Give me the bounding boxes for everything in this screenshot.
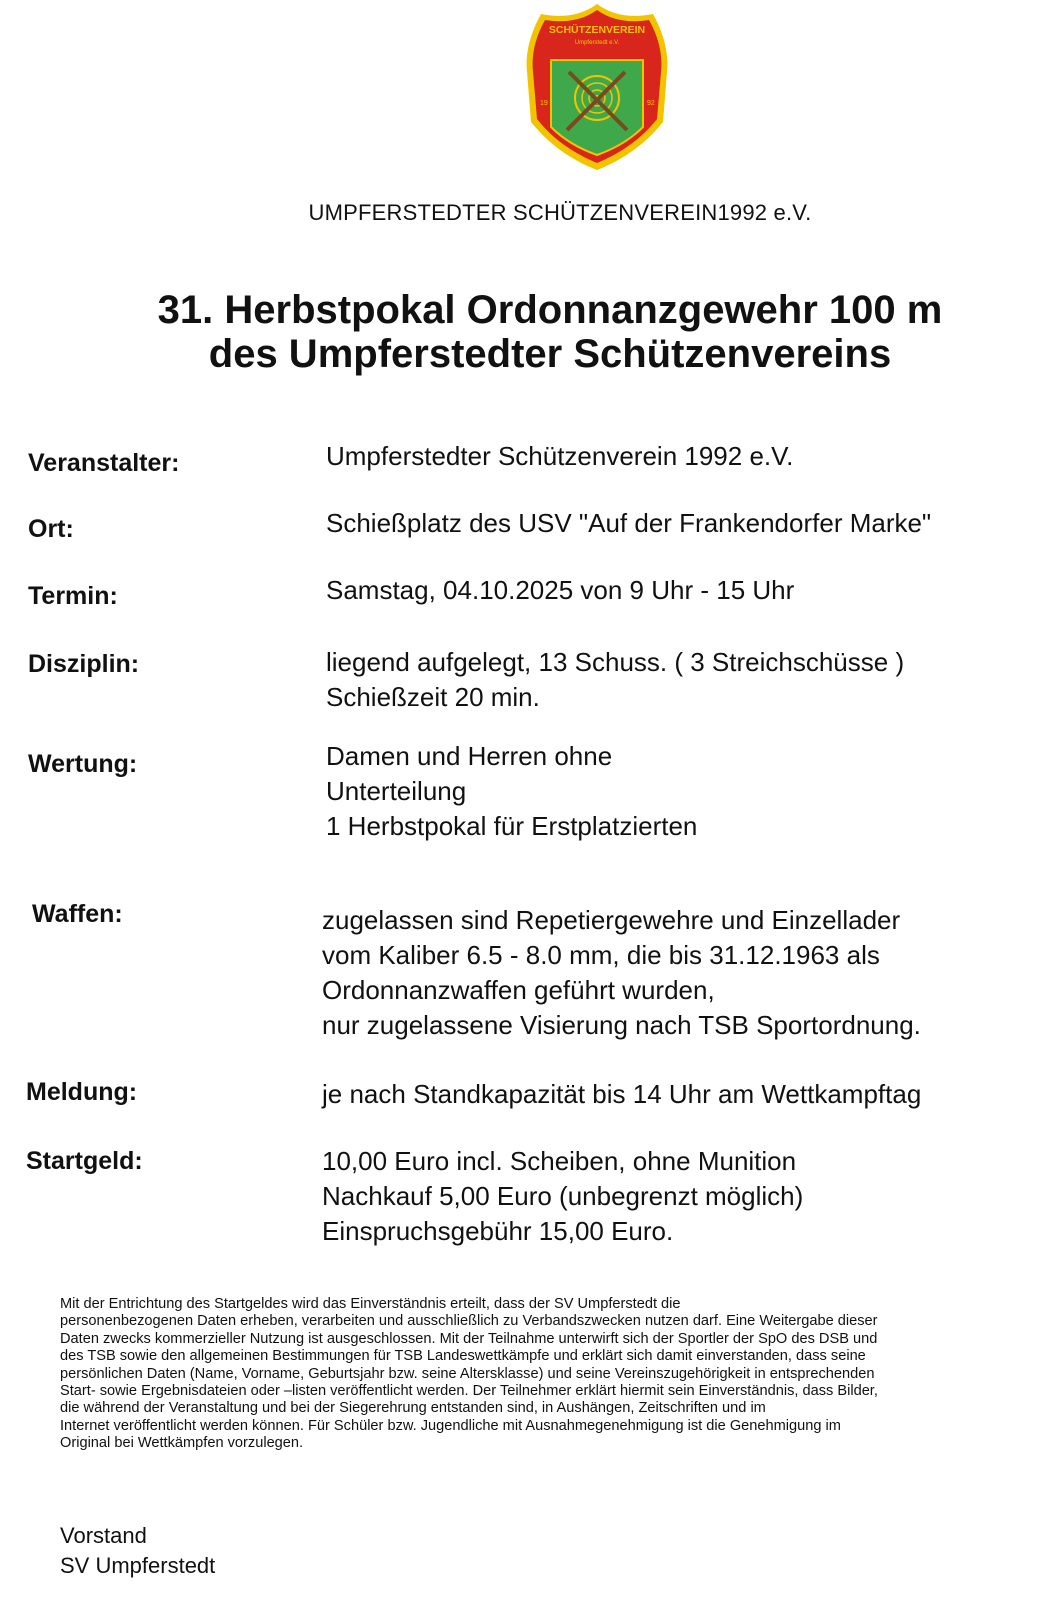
wertung-line: 1 Herbstpokal für Erstplatzierten: [326, 811, 698, 841]
notice-line: Start- sowie Ergebnisdateien oder –listen veröffentlicht werden. Der Teilnehmer erklärt hiermit sein Einverständnis, dass Bilder,: [60, 1383, 878, 1400]
logo-club-name: SCHÜTZENVEREIN: [548, 24, 646, 36]
signature: [60, 1521, 215, 1581]
notice-line: personenbezogenen Daten erheben, verarbeiten und ausschließlich zu Verbandszwecken nutzen darf. Eine Weitergabe dieser: [60, 1313, 878, 1330]
value-startgeld: [322, 1144, 803, 1249]
logo-year-left: 19: [540, 100, 548, 107]
value-ort: Schießplatz des USV "Auf der Frankendorfer Marke": [326, 508, 932, 538]
label-termin: Termin:: [28, 582, 118, 610]
logo-town: Umpferstedt e.V.: [574, 40, 620, 46]
label-veranstalter: Veranstalter:: [28, 449, 180, 477]
organization-name: UMPFERSTEDTER SCHÜTZENVEREIN1992 e.V.: [308, 200, 812, 225]
startgeld-line: Einspruchsgebühr 15,00 Euro.: [322, 1216, 674, 1246]
notice-line: persönlichen Daten (Name, Vorname, Geburtsjahr bzw. seine Altersklasse) und seine Vereinszugehörigkeit in entsprechenden: [60, 1365, 875, 1382]
notice-line: die während der Veranstaltung und bei der Siegerehrung entstanden sind, in Aushängen, Zeitschriften und im: [60, 1400, 766, 1417]
waffen-line: nur zugelassene Visierung nach TSB Sportordnung.: [322, 1010, 921, 1040]
label-meldung: Meldung:: [26, 1078, 138, 1106]
label-disziplin: Disziplin:: [28, 650, 140, 678]
value-waffen: [322, 903, 921, 1043]
waffen-line: Ordonnanzwaffen geführt wurden,: [322, 975, 715, 1005]
notice-line: Mit der Entrichtung des Startgeldes wird das Einverständnis erteilt, dass der SV Umpferstedt die: [60, 1296, 681, 1312]
club-logo: [523, 2, 671, 172]
label-waffen: Waffen:: [32, 900, 123, 928]
title-line-2: des Umpferstedter Schützenvereins: [208, 332, 892, 376]
label-ort: Ort:: [28, 515, 74, 543]
notice-line: des TSB sowie den allgemeinen Bestimmungen für TSB Landeswettkämpfe und erklärt sich damit einverstanden, dass seine: [60, 1348, 866, 1365]
signature-line-1: Vorstand: [60, 1523, 147, 1548]
title-line-1: 31. Herbstpokal Ordonnanzgewehr 100 m: [157, 288, 943, 332]
page-title: [0, 288, 1050, 376]
disziplin-line: liegend aufgelegt, 13 Schuss. ( 3 Streichschüsse ): [326, 647, 905, 677]
waffen-line: vom Kaliber 6.5 - 8.0 mm, die bis 31.12.1963 als: [322, 940, 880, 970]
startgeld-line: Nachkauf 5,00 Euro (unbegrenzt möglich): [322, 1181, 804, 1211]
notice-line: Daten zwecks kommerzieller Nutzung ist ausgeschlossen. Mit der Teilnahme unterwirft sich der Sportler der SpO des DSB und: [60, 1330, 878, 1347]
value-termin: Samstag, 04.10.2025 von 9 Uhr - 15 Uhr: [326, 575, 795, 605]
notice-line: Original bei Wettkämpfen vorzulegen.: [60, 1435, 304, 1452]
label-wertung: Wertung:: [28, 750, 138, 778]
wertung-line: Damen und Herren ohne: [326, 741, 613, 771]
label-startgeld: Startgeld:: [26, 1147, 143, 1175]
signature-line-2: SV Umpferstedt: [60, 1553, 216, 1578]
value-meldung: je nach Standkapazität bis 14 Uhr am Wettkampftag: [322, 1079, 922, 1109]
disziplin-line: Schießzeit 20 min.: [326, 682, 540, 712]
value-disziplin: [326, 645, 904, 715]
notice-line: Internet veröffentlicht werden können. Für Schüler bzw. Jugendliche mit Ausnahmegenehmigung ist die Genehmigung im: [60, 1417, 841, 1434]
value-wertung: [326, 739, 697, 844]
wertung-line: Unterteilung: [326, 776, 467, 806]
startgeld-line: 10,00 Euro incl. Scheiben, ohne Munition: [322, 1146, 797, 1176]
waffen-line: zugelassen sind Repetiergewehre und Einzellader: [322, 905, 901, 935]
value-veranstalter: Umpferstedter Schützenverein 1992 e.V.: [326, 441, 794, 471]
logo-year-right: 92: [647, 100, 655, 107]
privacy-notice: [60, 1296, 1020, 1453]
